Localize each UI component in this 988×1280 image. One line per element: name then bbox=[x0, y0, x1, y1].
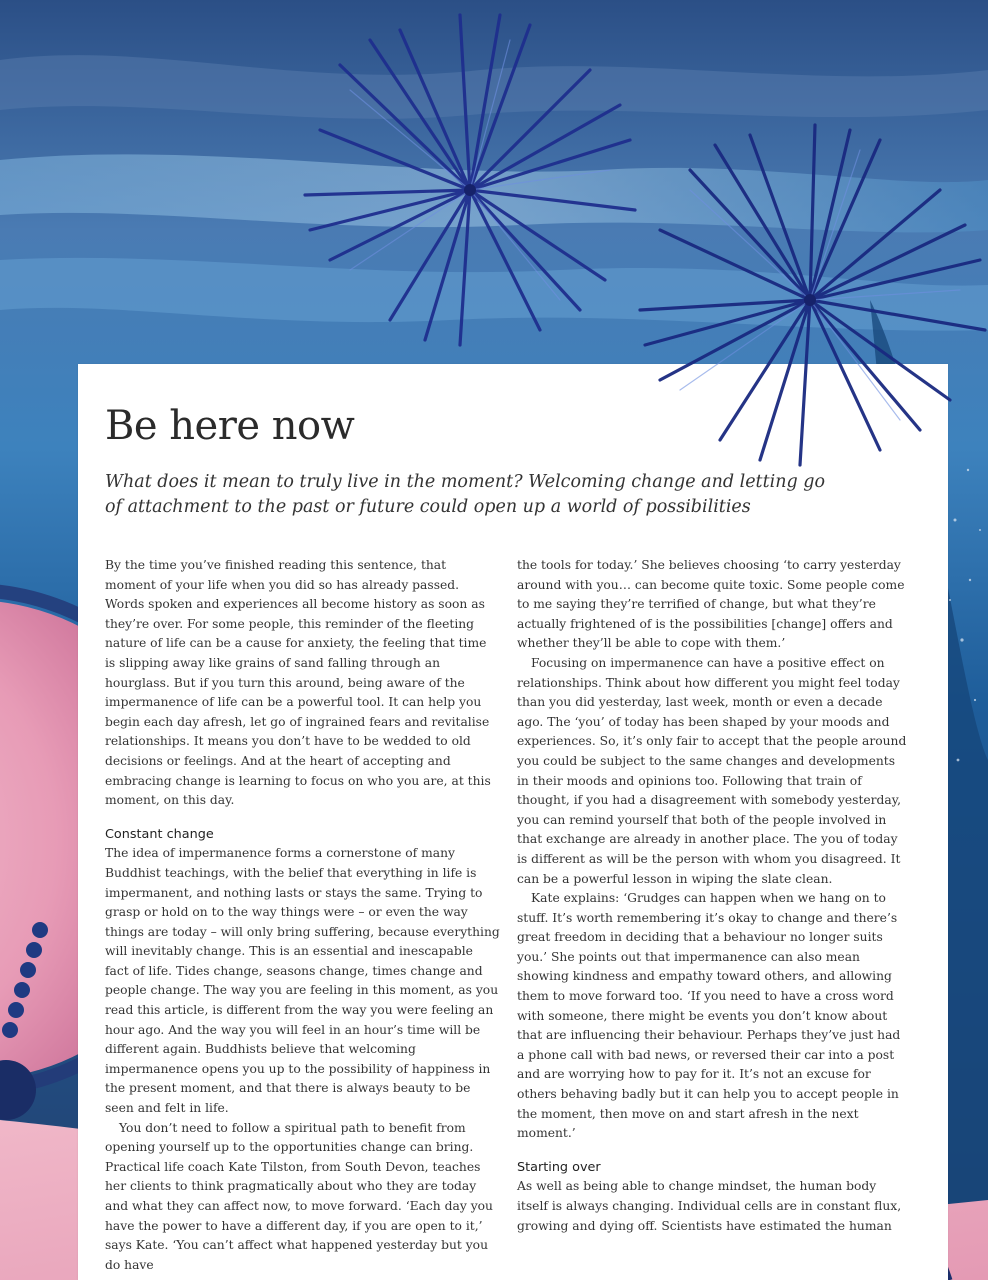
right-column bbox=[517, 556, 909, 1236]
section-heading-constant-change: Constant change bbox=[105, 826, 214, 842]
article-title: Be here now bbox=[105, 403, 355, 449]
paragraph: Focusing on impermanence can have a positive effect on relationships. Think about how different you might feel today than you did yesterday, last week, month or even a decade ago. The ‘you’ of today has been shaped by your moods and experiences. So, it’s only fair to accept that the people around you could be subject to the same changes and developments in their moods and opinions too. Following that train of thought, if you had a disagreement with somebody yesterday, you can remind yourself that both of the people involved in that exchange are already in another place. The you of today is different as will be the person with whom you disagreed. It can be a powerful lesson in wiping the slate clean. bbox=[517, 655, 907, 886]
paragraph: The idea of impermanence forms a cornerstone of many Buddhist teachings, with the belief that everything in life is impermanent, and nothing lasts or stays the same. Trying to grasp or hold on to the way things were – or even the way things are today – will only bring suffering, because everything will inevitably change. This is an essential and inescapable fact of life. Tides change, seasons change, times change and people change. The way you are feeling in this moment, as you read this article, is different from the way you were feeling an hour ago. And the way you will feel in an hour’s time will be different again. Buddhists believe that welcoming impermanence opens you up to the possibility of happiness in the present moment, and that there is always beauty to be seen and felt in life. bbox=[105, 846, 500, 1116]
paragraph: You don’t need to follow a spiritual path to benefit from opening yourself up to the opportunities change can bring. Practical life coach Kate Tilston, from South Devon, teaches her clients to think pragmatically about who they are today and what they can affect now, to move forward. ‘Each day you have the power to have a different day, if you are open to it,’ says Kate. ‘You can’t affect what happened yesterday but you do have bbox=[105, 1120, 493, 1272]
paragraph: By the time you’ve finished reading this sentence, that moment of your life when you did so has already passed. Words spoken and experiences all become history as soon as they’re over. For some people, this reminder of the fleeting nature of life can be a cause for anxiety, the feeling that time is slipping away like grains of sand falling through an hourglass. But if you turn this around, being aware of the impermanence of life can be a powerful tool. It can help you begin each day afresh, let go of ingrained fears and revitalise relationships. It means you don’t have to be wedded to old decisions or feelings. And at the heart of accepting and embracing change is learning to focus on who you are, at this moment, on this day. bbox=[105, 558, 491, 808]
paragraph: Kate explains: ‘Grudges can happen when we hang on to stuff. It’s worth remembering it’s okay to change and there’s great freedom in deciding that a behaviour no longer suits you.’ She points out that impermanence can also mean showing kindness and empathy toward others, and allowing them to move forward too. ‘If you need to have a cross word with someone, there might be events you don’t know about that are influencing their behaviour. Perhaps they’ve just had a phone call with bad news, or reversed their car into a post and are worrying how to pay for it. It’s not an excuse for others behaving badly but it can help you to accept people in the moment, then move on and start afresh in the next moment.’ bbox=[517, 891, 901, 1141]
left-column bbox=[105, 556, 500, 1275]
article-standfirst: What does it mean to truly live in the moment? Welcoming change and letting go of attachment to the past or future could open up a world of possibilities bbox=[105, 472, 825, 517]
paragraph: As well as being able to change mindset, the human body itself is always changing. Individual cells are in constant flux, growing and dying off. Scientists have estimated the human bbox=[517, 1179, 902, 1233]
section-heading-starting-over: Starting over bbox=[517, 1159, 601, 1175]
paragraph: the tools for today.’ She believes choosing ‘to carry yesterday around with you… can become quite toxic. Some people come to me saying they’re terrified of change, but what they’re actually frightened of is the possibilities [change] offers and whether they’ll be able to cope with them.’ bbox=[517, 558, 905, 651]
